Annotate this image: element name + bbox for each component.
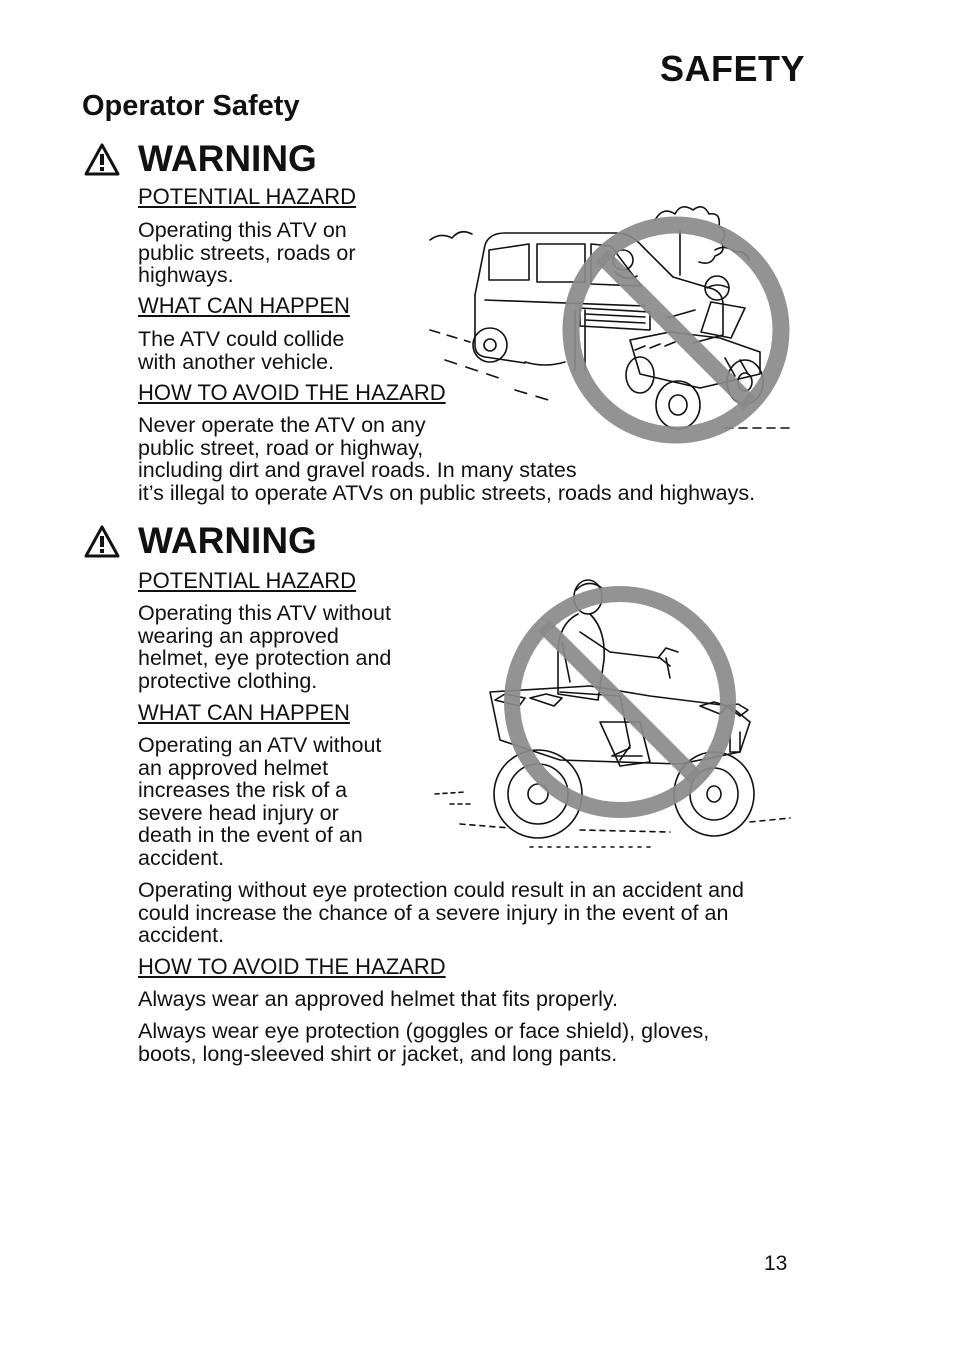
how-to-avoid-label: HOW TO AVOID THE HAZARD — [138, 954, 446, 979]
text-line: helmet, eye protection and — [138, 646, 392, 670]
text-line: with another vehicle. — [138, 349, 334, 374]
text-line: accident. — [138, 845, 225, 870]
text-line: Operating this ATV on — [138, 218, 347, 242]
potential-hazard-text — [138, 602, 391, 692]
text-line: public street, road or highway, — [138, 435, 424, 460]
potential-hazard-label: POTENTIAL HAZARD — [138, 568, 356, 593]
text-line: increases the risk of a — [138, 778, 348, 802]
text-line: accident. — [138, 923, 225, 947]
no-helmet-prohibited-illustration — [430, 572, 800, 857]
warning-triangle-icon — [84, 143, 120, 176]
what-can-happen-label: WHAT CAN HAPPEN — [138, 700, 350, 725]
potential-hazard-label: POTENTIAL HAZARD — [138, 184, 356, 209]
what-can-happen-text — [138, 734, 381, 869]
section-title: SAFETY — [660, 48, 806, 89]
warning-heading-2 — [84, 520, 317, 562]
text-line: The ATV could collide — [138, 327, 345, 351]
subsection-title: Operator Safety — [82, 90, 300, 122]
text-line: protective clothing. — [138, 668, 318, 693]
what-can-happen-label: WHAT CAN HAPPEN — [138, 293, 350, 318]
how-to-avoid-label: HOW TO AVOID THE HAZARD — [138, 380, 446, 405]
text-line: wearing an approved — [138, 623, 339, 648]
how-to-avoid-text-2 — [138, 1020, 709, 1065]
text-line: severe head injury or — [138, 800, 339, 825]
warning-title: WARNING — [138, 138, 317, 179]
text-line: boots, long-sleeved shirt or jacket, and long pants. — [138, 1041, 618, 1066]
text-line: Always wear eye protection (goggles or face shield), gloves, — [138, 1019, 710, 1043]
warning-title: WARNING — [138, 520, 317, 561]
text-line: death in the event of an — [138, 823, 363, 847]
what-can-happen-text — [138, 328, 344, 373]
text-line: including dirt and gravel roads. In many states — [138, 458, 577, 482]
text-line: Operating this ATV without — [138, 601, 391, 625]
text-line: Never operate the ATV on any — [138, 413, 426, 437]
text-line: could increase the chance of a severe injury in the event of an — [138, 900, 729, 925]
text-line: an approved helmet — [138, 755, 329, 780]
page-number: 13 — [764, 1252, 788, 1275]
text-line: it’s illegal to operate ATVs on public streets, roads and highways. — [138, 480, 756, 505]
atv-road-prohibited-illustration — [425, 190, 800, 455]
eye-protection-text — [138, 879, 744, 947]
text-line: highways. — [138, 263, 234, 287]
text-line: public streets, roads or — [138, 240, 356, 265]
potential-hazard-text — [138, 219, 356, 287]
how-to-avoid-text-1: Always wear an approved helmet that fits properly. — [138, 987, 619, 1011]
prohibition-sign-icon — [571, 225, 781, 435]
warning-triangle-icon — [84, 525, 120, 558]
text-line: Operating an ATV without — [138, 733, 382, 757]
warning-heading-1 — [84, 138, 317, 180]
text-line: Operating without eye protection could result in an accident and — [138, 878, 744, 902]
